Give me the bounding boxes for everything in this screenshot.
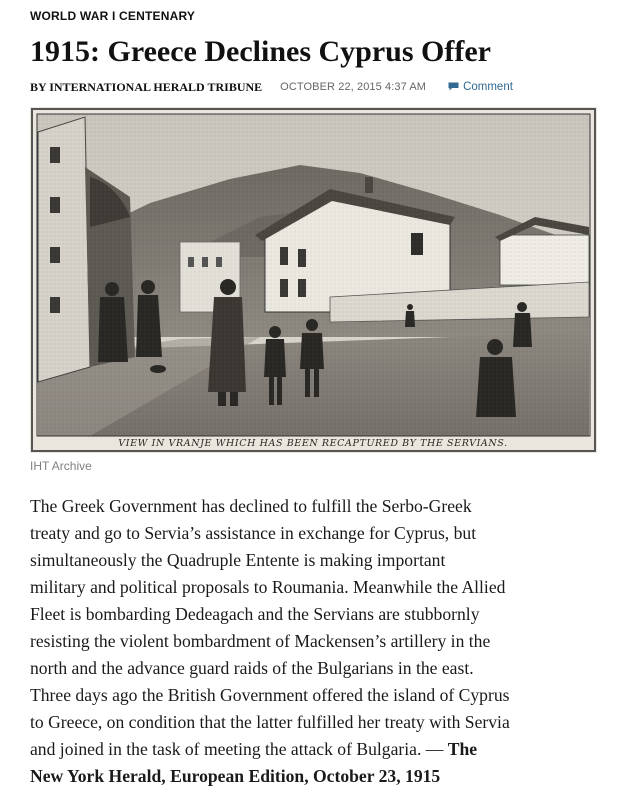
body-line-last bbox=[30, 736, 610, 763]
byline-row bbox=[30, 78, 513, 94]
body-line: resisting the violent bombardment of Mackensen’s artillery in the bbox=[30, 631, 491, 651]
article-photo bbox=[30, 107, 597, 453]
photo-caption: VIEW IN VRANJE WHICH HAS BEEN RECAPTURED BY THE SERVIANS. bbox=[118, 438, 508, 449]
comment-icon bbox=[448, 82, 459, 91]
body-line-text: and joined in the task of meeting the attack of Bulgaria. — bbox=[30, 739, 448, 759]
body-line: military and political proposals to Roumania. Meanwhile the Allied bbox=[30, 577, 506, 597]
body-line: simultaneously the Quadruple Entente is making important bbox=[30, 550, 446, 570]
body-line: Three days ago the British Government offered the island of Cyprus bbox=[30, 685, 510, 705]
article-body bbox=[30, 493, 610, 790]
body-line: north and the advance guard raids of the Bulgarians in the east. bbox=[30, 658, 474, 678]
article-headline: 1915: Greece Declines Cyprus Offer bbox=[30, 35, 491, 68]
body-line: The Greek Government has declined to fulfill the Serbo-Greek bbox=[30, 496, 472, 516]
historic-street-photo bbox=[30, 107, 597, 453]
source-citation-line bbox=[30, 763, 610, 790]
body-line: Fleet is bombarding Dedeagach and the Servians are stubbornly bbox=[30, 604, 480, 624]
dateline: OCTOBER 22, 2015 4:37 AM bbox=[280, 81, 427, 94]
body-line: to Greece, on condition that the latter fulfilled her treaty with Servia bbox=[30, 712, 510, 732]
comment-label: Comment bbox=[463, 81, 513, 94]
photo-credit: IHT Archive bbox=[30, 459, 92, 473]
source-citation: New York Herald, European Edition, October 23, 1915 bbox=[30, 766, 441, 786]
source-citation-start: The bbox=[447, 739, 478, 759]
body-line: treaty and go to Servia’s assistance in exchange for Cyprus, but bbox=[30, 523, 477, 543]
section-kicker[interactable]: WORLD WAR I CENTENARY bbox=[30, 9, 196, 23]
comment-link[interactable] bbox=[448, 81, 513, 93]
byline: BY INTERNATIONAL HERALD TRIBUNE bbox=[30, 79, 263, 94]
